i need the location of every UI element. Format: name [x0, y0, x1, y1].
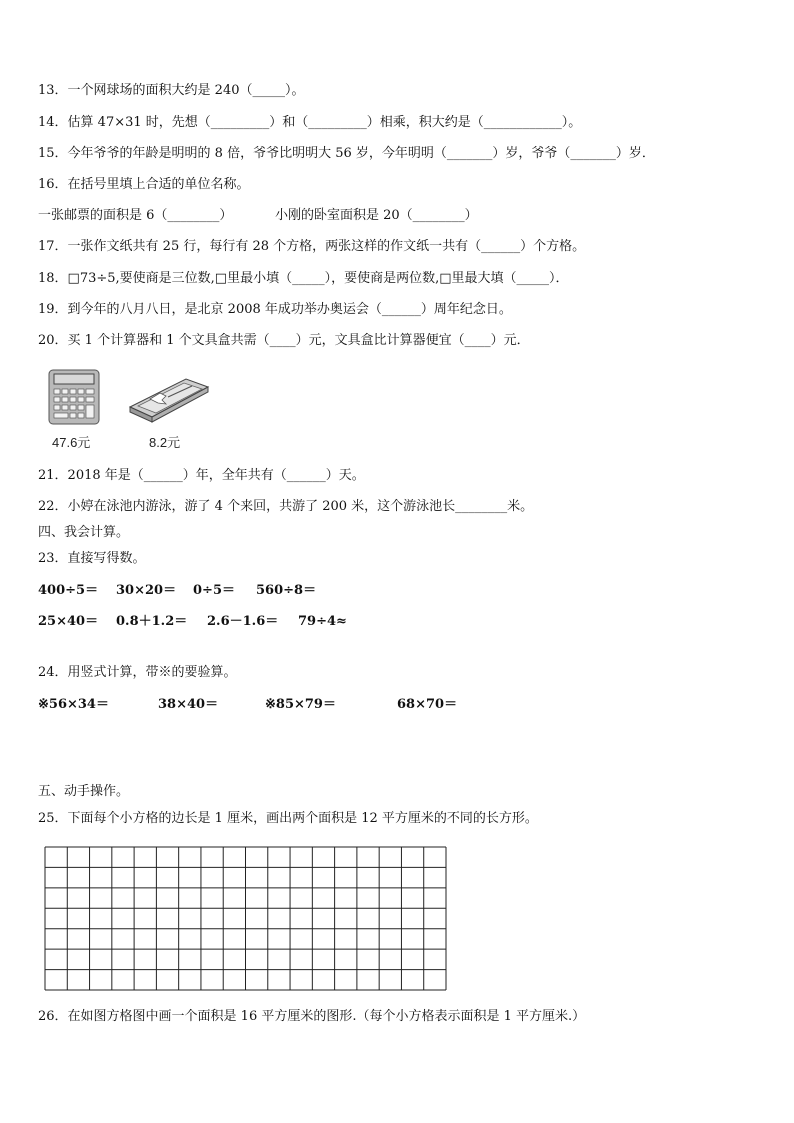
pencil-case-image: [128, 377, 210, 423]
question-13: 13．一个网球场的面积大约是 240（_____）。: [38, 83, 305, 98]
calculator-image: [48, 369, 100, 425]
question-16: 16．在括号里填上合适的单位名称。: [38, 177, 250, 192]
question-24: 24．用竖式计算，带※的要验算。: [38, 665, 237, 680]
question-14: 14．估算 47×31 时，先想（_________）和（_________）相乘，积大约是（____________）。: [38, 115, 582, 130]
question-19: 19．到今年的八月八日，是北京 2008 年成功举办奥运会（______）周年纪念日。: [38, 302, 512, 317]
pencil-case-price: 8.2元: [149, 435, 181, 450]
vertical-calc-2: 38×40＝: [158, 697, 219, 712]
mental-calc-5: 25×40＝: [38, 614, 99, 629]
question-22: 22．小婷在泳池内游泳，游了 4 个来回，共游了 200 米，这个游泳池长________米。: [38, 499, 534, 514]
vertical-calc-4: 68×70＝: [397, 697, 458, 712]
question-25: 25．下面每个小方格的边长是 1 厘米，画出两个面积是 12 平方厘米的不同的长方形。: [38, 811, 538, 826]
question-16-part-b: 小刚的卧室面积是 20（________）: [275, 208, 478, 223]
section-4-heading: 四、我会计算。: [38, 525, 130, 540]
question-16-part-a: 一张邮票的面积是 6（________）: [38, 208, 233, 223]
question-21: 21．2018 年是（______）年，全年共有（______）天。: [38, 468, 365, 483]
vertical-calc-3: ※85×79＝: [265, 697, 336, 712]
question-18: 18．□73÷5,要使商是三位数,□里最小填（_____），要使商是两位数,□里最大填（_____）．: [38, 271, 569, 286]
mental-calc-6: 0.8＋1.2＝: [116, 614, 188, 629]
question-20: 20．买 1 个计算器和 1 个文具盒共需（____）元，文具盒比计算器便宜（____）元．: [38, 333, 530, 348]
question-23: 23．直接写得数。: [38, 551, 146, 566]
drawing-grid[interactable]: [44, 846, 447, 991]
section-5-heading: 五、动手操作。: [38, 784, 130, 799]
question-17: 17．一张作文纸共有 25 行，每行有 28 个方格，两张这样的作文纸一共有（______）个方格。: [38, 239, 586, 254]
vertical-calc-1: ※56×34＝: [38, 697, 109, 712]
mental-calc-2: 30×20＝: [116, 583, 177, 598]
mental-calc-1: 400÷5＝: [38, 583, 99, 598]
mental-calc-7: 2.6－1.6＝: [207, 614, 279, 629]
mental-calc-4: 560÷8＝: [256, 583, 317, 598]
question-15: 15．今年爷爷的年龄是明明的 8 倍，爷爷比明明大 56 岁，今年明明（_______）岁，爷爷（_______）岁．: [38, 146, 655, 161]
mental-calc-3: 0÷5＝: [193, 583, 235, 598]
mental-calc-8: 79÷4≈: [298, 614, 347, 629]
question-26: 26．在如图方格图中画一个面积是 16 平方厘米的图形.（每个小方格表示面积是 1 平方厘米.）: [38, 1009, 586, 1024]
calculator-price: 47.6元: [52, 435, 91, 450]
